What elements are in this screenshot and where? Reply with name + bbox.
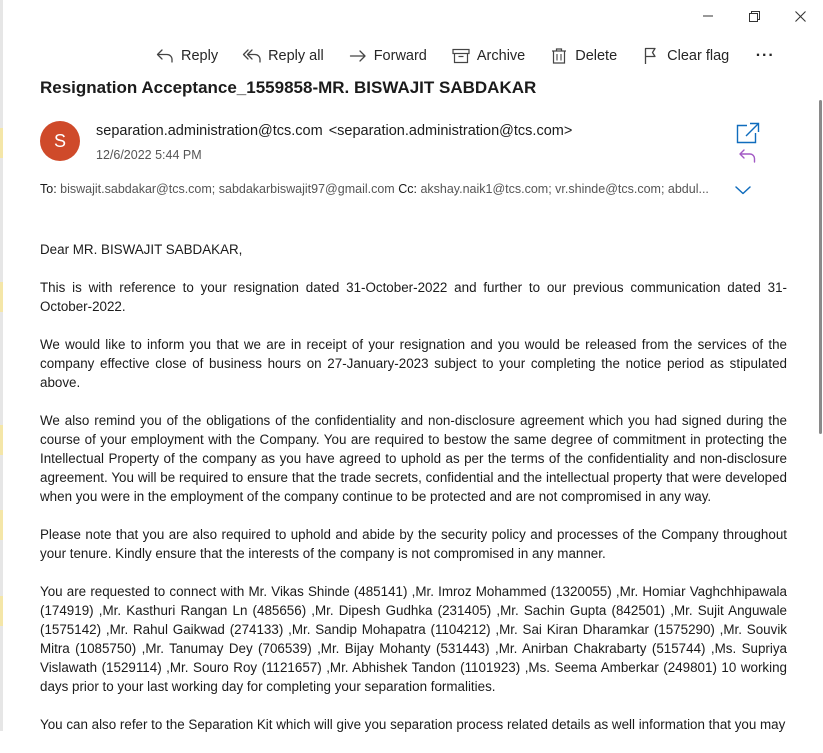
body-paragraph: This is with reference to your resignation dated 31-October-2022 and further to our previous communication dated 31-October-2022. [40, 280, 787, 314]
reply-icon [155, 46, 175, 66]
replied-indicator-icon [738, 148, 758, 164]
reply-all-button[interactable] [242, 44, 324, 68]
cc-recipients[interactable]: akshay.naik1@tcs.com; vr.shinde@tcs.com; abdul... [420, 182, 709, 196]
message-toolbar [155, 44, 777, 68]
clear-flag-label: Clear flag [667, 48, 730, 64]
body-paragraph: Please note that you are also required to uphold and abide by the security policy and processes of the Company throughout your tenure. Kindly ensure that the interests of the company is not compromised in any manner. [40, 527, 787, 561]
sender-address: <separation.administration@tcs.com> [328, 123, 573, 139]
sender-name: separation.administration@tcs.com [96, 123, 323, 139]
close-button[interactable] [777, 0, 823, 32]
trash-icon [549, 46, 569, 66]
archive-button[interactable] [451, 44, 525, 68]
to-label: To: [40, 182, 57, 196]
left-pane-edge [0, 0, 3, 731]
sender-avatar[interactable] [40, 121, 80, 161]
restore-icon [749, 11, 760, 22]
body-greeting: Dear MR. BISWAJIT SABDAKAR, [40, 242, 243, 257]
left-pane-marker [0, 282, 3, 312]
more-icon: ··· [755, 47, 775, 64]
left-pane-marker [0, 425, 3, 455]
clear-flag-button[interactable] [641, 44, 729, 68]
message-subject: Resignation Acceptance_1559858-MR. BISWAJIT SABDAKAR [40, 78, 537, 97]
cc-label: Cc: [398, 182, 417, 196]
forward-button[interactable] [348, 44, 427, 68]
reply-all-icon [242, 46, 262, 66]
reading-pane-scrollbar[interactable] [817, 100, 823, 434]
recipients-line [40, 182, 716, 196]
open-in-new-window-button[interactable] [736, 122, 760, 144]
body-paragraph: You can also refer to the Separation Kit which will give you separation process related details as well information that you may [40, 717, 786, 732]
restore-button[interactable] [731, 0, 777, 32]
replied-indicator [738, 148, 758, 164]
reply-button[interactable] [155, 44, 218, 68]
left-pane-marker [0, 596, 3, 626]
more-actions-button[interactable] [753, 44, 777, 68]
sender[interactable] [96, 123, 572, 139]
window-controls [685, 0, 823, 32]
reply-all-label: Reply all [268, 48, 324, 64]
forward-label: Forward [373, 48, 427, 64]
open-in-new-window-icon [736, 122, 760, 144]
avatar-initial: S [53, 130, 66, 151]
close-icon [795, 11, 806, 22]
reply-label: Reply [181, 48, 219, 64]
flag-icon [641, 46, 661, 66]
message-date: 12/6/2022 5:44 PM [96, 148, 202, 162]
left-pane-marker [0, 510, 3, 540]
minimize-button[interactable] [685, 0, 731, 32]
message-body [40, 240, 787, 753]
left-pane-marker [0, 128, 3, 158]
expand-recipients-button[interactable] [734, 183, 752, 197]
delete-label: Delete [575, 48, 618, 64]
archive-label: Archive [476, 48, 526, 64]
body-paragraph: We also remind you of the obligations of the confidentiality and non-disclosure agreement which you had signed during the course of your employment with the Company. You are required to bestow the same degree of commitment in protecting the Intellectual Property of the company as you have agreed to uphold as per the terms of the confidentiality and non-disclosure agreement. You will be required to ensure that the trade secrets, confidential and the intellectual property that were developed when you were in the employment of the company continue to be protected and are not compromised in any way. [40, 413, 787, 504]
minimize-icon [703, 11, 713, 21]
chevron-down-icon [734, 183, 752, 197]
forward-icon [348, 46, 368, 66]
body-paragraph: You are requested to connect with Mr. Vikas Shinde (485141) ,Mr. Imroz Mohammed (1320055) ,Mr. Homiar Vaghchhipawala (174919) ,Mr. Kasthuri Rangan Ln (485656) ,Mr. Dipesh Gudhka (231405) ,Mr. Sachin Gupta (842501) ,Mr. Sujit Anguwale (1575142) ,Mr. Rahul Gaikwad (274133) ,Mr. Sandip Mohapatra (1104212) ,Mr. Sai Kiran Dharamkar (1575290) ,Mr. Souvik Mitra (1085750) ,Mr. Tanumay Dey (706539) ,Mr. Bijay Mohanty (531443) ,Mr. Anirban Chakrabarty (515744) ,Ms. Supriya Vislawath (1529114) ,Mr. Souro Roy (1121657) ,Mr. Abhishek Tandon (1101923) ,Ms. Seema Amberkar (249801) 10 working days prior to your last working day for completing your separation formalities. [40, 584, 787, 694]
delete-button[interactable] [549, 44, 617, 68]
to-recipients[interactable]: biswajit.sabdakar@tcs.com; sabdakarbiswajit97@gmail.com [60, 182, 395, 196]
archive-icon [451, 46, 471, 66]
body-paragraph: We would like to inform you that we are in receipt of your resignation and you would be released from the services of the company effective close of business hours on 27-January-2023 subject to your completing the notice period as stipulated above. [40, 337, 787, 390]
scrollbar-thumb[interactable] [819, 100, 822, 434]
